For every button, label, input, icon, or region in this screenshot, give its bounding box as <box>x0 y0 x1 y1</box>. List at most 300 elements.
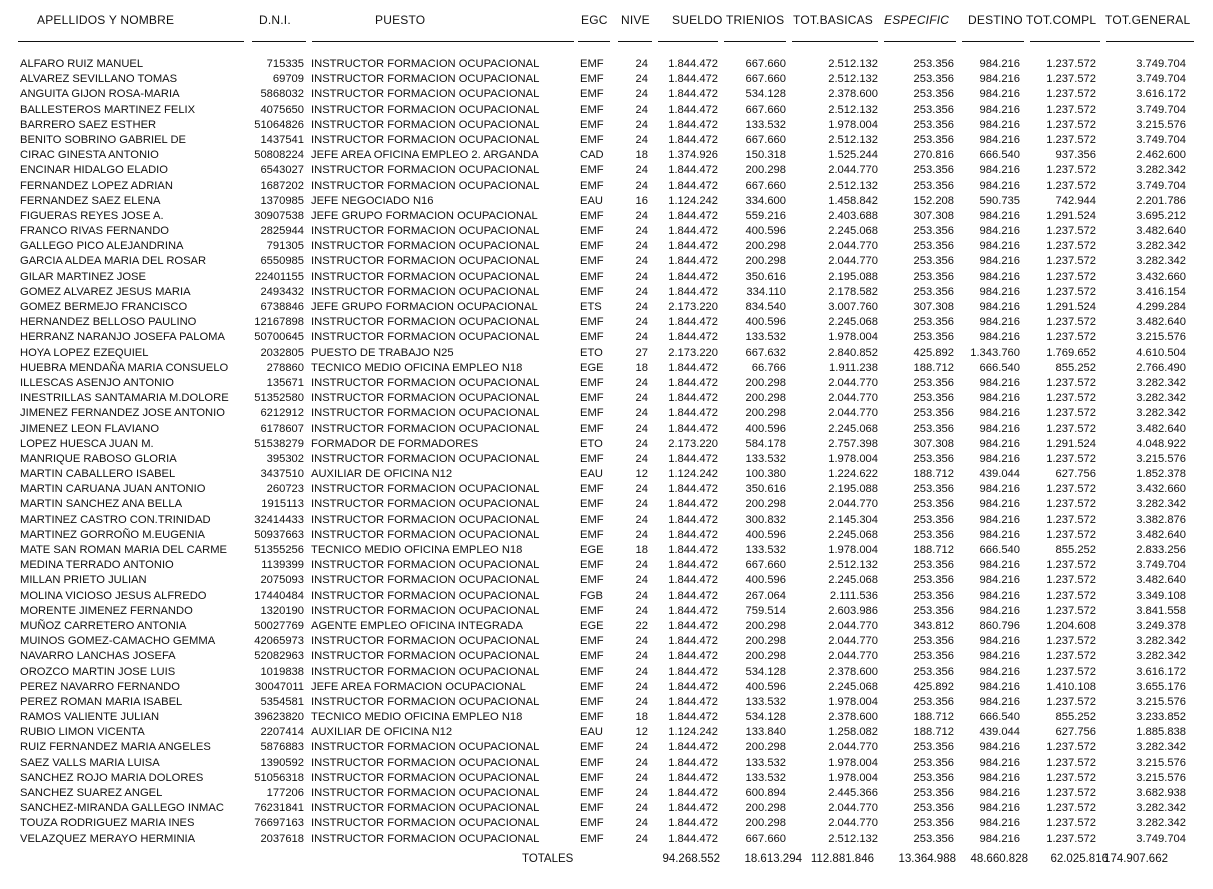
cell-tot-general: 3.282.342 <box>1136 376 1186 389</box>
cell-destino: 439.044 <box>979 468 1020 481</box>
cell-especific: 253.356 <box>913 407 954 420</box>
cell-especific: 253.356 <box>913 316 954 329</box>
cell-trienios: 200.298 <box>745 619 786 632</box>
cell-tot-general: 3.282.342 <box>1136 817 1186 830</box>
cell-puesto: INSTRUCTOR FORMACION OCUPACIONAL <box>311 589 540 602</box>
header-nivel: NIVE <box>621 13 650 27</box>
cell-destino: 984.216 <box>979 528 1020 541</box>
cell-nivel: 18 <box>635 149 648 162</box>
cell-egc: EMF <box>580 711 604 724</box>
cell-tot-general: 3.749.704 <box>1136 103 1186 116</box>
cell-tot-basicas: 2.044.770 <box>828 240 878 253</box>
cell-trienios: 834.540 <box>745 301 786 313</box>
cell-nivel: 24 <box>635 787 648 799</box>
cell-destino: 984.216 <box>979 756 1020 769</box>
cell-nivel: 24 <box>635 88 648 101</box>
cell-dni: 6212912 <box>260 407 304 420</box>
cell-tot-compl: 1.237.572 <box>1046 58 1096 70</box>
cell-tot-compl: 1.237.572 <box>1046 179 1096 192</box>
cell-especific: 253.356 <box>913 589 954 602</box>
cell-dni: 5354581 <box>260 695 304 708</box>
cell-trienios: 200.298 <box>745 498 786 511</box>
cell-tot-general: 2.462.600 <box>1136 149 1186 162</box>
table-row <box>0 118 1213 133</box>
cell-trienios: 400.596 <box>745 574 786 587</box>
cell-name: MOLINA VICIOSO JESUS ALFREDO <box>20 589 207 602</box>
cell-tot-compl: 1.237.572 <box>1046 771 1096 784</box>
cell-trienios: 133.532 <box>745 756 786 769</box>
cell-tot-general: 3.682.938 <box>1136 787 1186 799</box>
cell-puesto: INSTRUCTOR FORMACION OCUPACIONAL <box>311 665 540 678</box>
cell-sueldo: 1.844.472 <box>668 58 718 70</box>
cell-tot-general: 3.215.576 <box>1136 118 1186 131</box>
cell-trienios: 400.596 <box>745 316 786 329</box>
cell-trienios: 334.600 <box>745 194 786 207</box>
cell-name: RUIZ FERNANDEZ MARIA ANGELES <box>20 741 211 754</box>
cell-sueldo: 1.844.472 <box>668 787 718 799</box>
cell-egc: EMF <box>580 832 604 845</box>
totals-trienios: 18.613.294 <box>744 853 802 865</box>
cell-tot-basicas: 2.378.600 <box>828 711 878 724</box>
cell-name: ALVAREZ SEVILLANO TOMAS <box>20 73 178 86</box>
cell-egc: EMF <box>580 133 604 146</box>
header-rule-tot-basicas <box>792 41 878 42</box>
cell-destino: 666.540 <box>979 711 1020 724</box>
header-rule-especific <box>884 41 956 42</box>
cell-destino: 984.216 <box>979 133 1020 146</box>
cell-tot-general: 3.482.640 <box>1136 574 1186 587</box>
cell-tot-basicas: 2.757.398 <box>828 437 878 450</box>
table-row <box>0 361 1213 376</box>
cell-especific: 253.356 <box>913 802 954 815</box>
cell-tot-compl: 1.237.572 <box>1046 88 1096 101</box>
cell-sueldo: 1.844.472 <box>668 528 718 541</box>
cell-tot-compl: 1.410.108 <box>1046 680 1096 693</box>
cell-nivel: 24 <box>635 589 648 602</box>
cell-tot-general: 3.215.576 <box>1136 452 1186 465</box>
cell-nivel: 24 <box>635 240 648 253</box>
cell-tot-compl: 1.237.572 <box>1046 270 1096 283</box>
cell-especific: 152.208 <box>913 194 954 207</box>
cell-name: GOMEZ ALVAREZ JESUS MARIA <box>20 285 191 298</box>
cell-tot-basicas: 1.978.004 <box>828 331 878 344</box>
cell-egc: ETO <box>580 346 603 359</box>
cell-name: HUEBRA MENDAÑA MARIA CONSUELO <box>20 361 229 374</box>
cell-egc: EMF <box>580 88 604 101</box>
cell-nivel: 24 <box>635 392 648 405</box>
cell-tot-basicas: 2.195.088 <box>828 270 878 283</box>
cell-trienios: 133.532 <box>745 118 786 131</box>
cell-puesto: INSTRUCTOR FORMACION OCUPACIONAL <box>311 741 540 754</box>
cell-sueldo: 1.844.472 <box>668 574 718 587</box>
cell-tot-basicas: 1.458.842 <box>828 194 878 207</box>
totals-tot-general: 174.907.662 <box>1104 853 1168 865</box>
cell-especific: 253.356 <box>913 73 954 86</box>
table-row <box>0 346 1213 361</box>
cell-especific: 253.356 <box>913 559 954 572</box>
cell-tot-general: 3.416.154 <box>1136 285 1186 298</box>
cell-puesto: PUESTO DE TRABAJO N25 <box>311 346 454 359</box>
cell-sueldo: 1.844.472 <box>668 240 718 253</box>
table-row <box>0 467 1213 482</box>
cell-tot-compl: 1.237.572 <box>1046 133 1096 146</box>
cell-puesto: JEFE AREA FORMACION OCUPACIONAL <box>311 680 526 693</box>
cell-trienios: 400.596 <box>745 422 786 435</box>
cell-egc: EMF <box>580 179 604 192</box>
cell-puesto: INSTRUCTOR FORMACION OCUPACIONAL <box>311 559 540 572</box>
cell-sueldo: 1.844.472 <box>668 711 718 724</box>
table-row <box>0 771 1213 786</box>
table-row <box>0 406 1213 421</box>
header-rule-destino <box>962 41 1024 42</box>
cell-name: MEDINA TERRADO ANTONIO <box>20 559 174 572</box>
cell-sueldo: 1.844.472 <box>668 559 718 572</box>
cell-name: MUINOS GOMEZ-CAMACHO GEMMA <box>20 635 216 648</box>
cell-destino: 984.216 <box>979 802 1020 815</box>
cell-egc: EAU <box>580 726 604 739</box>
cell-trienios: 400.596 <box>745 528 786 541</box>
cell-trienios: 200.298 <box>745 392 786 405</box>
cell-nivel: 24 <box>635 832 648 845</box>
cell-puesto: INSTRUCTOR FORMACION OCUPACIONAL <box>311 635 540 648</box>
cell-name: MILLAN PRIETO JULIAN <box>20 574 147 587</box>
cell-tot-basicas: 2.111.536 <box>829 589 878 602</box>
cell-destino: 984.216 <box>979 407 1020 420</box>
cell-dni: 17440484 <box>254 589 304 602</box>
cell-name: FERNANDEZ SAEZ ELENA <box>20 194 161 207</box>
cell-destino: 984.216 <box>979 650 1020 663</box>
cell-sueldo: 1.844.472 <box>668 695 718 708</box>
cell-nivel: 24 <box>635 756 648 769</box>
cell-sueldo: 1.844.472 <box>668 88 718 101</box>
cell-sueldo: 1.844.472 <box>668 179 718 192</box>
cell-destino: 984.216 <box>979 635 1020 648</box>
cell-tot-basicas: 2.044.770 <box>828 376 878 389</box>
cell-tot-general: 3.616.172 <box>1136 88 1186 101</box>
cell-name: RAMOS VALIENTE JULIAN <box>20 711 160 724</box>
cell-dni: 39623820 <box>254 711 304 724</box>
cell-tot-general: 3.841.558 <box>1136 604 1186 617</box>
cell-nivel: 24 <box>635 650 648 663</box>
cell-name: BARRERO SAEZ ESTHER <box>20 118 157 131</box>
cell-egc: EMF <box>580 73 604 86</box>
cell-puesto: INSTRUCTOR FORMACION OCUPACIONAL <box>311 331 540 344</box>
cell-especific: 253.356 <box>913 164 954 177</box>
header-especific: ESPECIFIC <box>884 13 950 27</box>
cell-sueldo: 1.844.472 <box>668 361 718 374</box>
cell-egc: EMF <box>580 680 604 693</box>
cell-tot-general: 3.749.704 <box>1136 179 1186 192</box>
table-row <box>0 422 1213 437</box>
header-rule-name <box>18 41 244 42</box>
cell-nivel: 24 <box>635 209 648 222</box>
cell-tot-compl: 1.237.572 <box>1046 574 1096 587</box>
table-row <box>0 57 1213 72</box>
table-row <box>0 482 1213 497</box>
cell-tot-compl: 1.237.572 <box>1046 331 1096 344</box>
cell-tot-general: 3.282.342 <box>1136 802 1186 815</box>
cell-trienios: 584.178 <box>745 437 786 450</box>
cell-destino: 984.216 <box>979 118 1020 131</box>
cell-puesto: INSTRUCTOR FORMACION OCUPACIONAL <box>311 483 540 496</box>
cell-dni: 6738846 <box>260 301 304 313</box>
cell-destino: 984.216 <box>979 103 1020 116</box>
cell-especific: 343.812 <box>913 619 954 632</box>
cell-puesto: INSTRUCTOR FORMACION OCUPACIONAL <box>311 604 540 617</box>
cell-name: GILAR MARTINEZ JOSE <box>20 270 146 283</box>
cell-dni: 135671 <box>266 376 304 389</box>
cell-tot-compl: 1.237.572 <box>1046 665 1096 678</box>
cell-dni: 2075093 <box>260 574 304 587</box>
cell-destino: 984.216 <box>979 771 1020 784</box>
cell-tot-basicas: 2.195.088 <box>828 483 878 496</box>
cell-name: MUÑOZ CARRETERO ANTONIA <box>20 619 187 632</box>
cell-puesto: INSTRUCTOR FORMACION OCUPACIONAL <box>311 452 540 465</box>
cell-puesto: TECNICO MEDIO OFICINA EMPLEO N18 <box>311 361 523 374</box>
cell-tot-basicas: 2.512.132 <box>828 179 878 192</box>
cell-tot-compl: 1.237.572 <box>1046 528 1096 541</box>
cell-tot-general: 1.852.378 <box>1136 468 1186 481</box>
cell-tot-basicas: 2.044.770 <box>828 650 878 663</box>
cell-name: HERNANDEZ BELLOSO PAULINO <box>20 316 197 329</box>
cell-destino: 984.216 <box>979 437 1020 450</box>
cell-tot-compl: 1.237.572 <box>1046 392 1096 405</box>
cell-sueldo: 1.844.472 <box>668 513 718 526</box>
cell-tot-general: 3.282.342 <box>1136 255 1186 268</box>
cell-destino: 1.343.760 <box>970 346 1020 359</box>
cell-tot-basicas: 2.512.132 <box>828 58 878 70</box>
cell-dni: 51538279 <box>254 437 304 450</box>
cell-puesto: JEFE AREA OFICINA EMPLEO 2. ARGANDA <box>311 149 539 162</box>
cell-dni: 1915113 <box>261 498 304 511</box>
cell-especific: 253.356 <box>913 498 954 511</box>
cell-tot-basicas: 2.044.770 <box>828 498 878 511</box>
cell-tot-compl: 1.237.572 <box>1046 741 1096 754</box>
cell-name: MARTIN CABALLERO ISABEL <box>20 468 176 481</box>
cell-sueldo: 1.374.926 <box>668 149 718 162</box>
cell-sueldo: 1.844.472 <box>668 255 718 268</box>
cell-tot-compl: 627.756 <box>1055 726 1096 739</box>
cell-dni: 2493432 <box>260 285 304 298</box>
cell-name: CIRAC GINESTA ANTONIO <box>20 149 159 162</box>
cell-sueldo: 1.844.472 <box>668 285 718 298</box>
cell-dni: 278860 <box>266 361 304 374</box>
cell-especific: 253.356 <box>913 392 954 405</box>
cell-tot-compl: 1.237.572 <box>1046 559 1096 572</box>
totals-tot-basicas: 112.881.846 <box>810 853 874 865</box>
cell-tot-compl: 855.252 <box>1055 544 1096 556</box>
cell-tot-basicas: 2.245.068 <box>828 528 878 541</box>
cell-sueldo: 1.124.242 <box>668 726 718 739</box>
cell-tot-compl: 1.237.572 <box>1046 604 1096 617</box>
cell-trienios: 667.660 <box>745 103 786 116</box>
cell-puesto: INSTRUCTOR FORMACION OCUPACIONAL <box>311 316 540 329</box>
cell-tot-basicas: 2.044.770 <box>828 741 878 754</box>
table-row <box>0 209 1213 224</box>
cell-trienios: 200.298 <box>745 240 786 253</box>
cell-sueldo: 1.124.242 <box>668 468 718 481</box>
cell-destino: 984.216 <box>979 376 1020 389</box>
cell-nivel: 24 <box>635 635 648 648</box>
cell-nivel: 24 <box>635 513 648 526</box>
cell-especific: 188.712 <box>913 361 954 374</box>
cell-especific: 253.356 <box>913 179 954 192</box>
cell-tot-general: 3.282.342 <box>1136 240 1186 253</box>
cell-dni: 2207414 <box>260 726 304 739</box>
cell-dni: 50027769 <box>254 619 304 632</box>
cell-dni: 5868032 <box>260 88 304 101</box>
cell-trienios: 133.532 <box>745 452 786 465</box>
cell-egc: EMF <box>580 452 604 465</box>
cell-dni: 51352580 <box>254 392 304 405</box>
table-row <box>0 285 1213 300</box>
header-rule-egc <box>578 41 610 42</box>
cell-egc: EMF <box>580 635 604 648</box>
cell-dni: 177206 <box>266 787 304 799</box>
cell-puesto: INSTRUCTOR FORMACION OCUPACIONAL <box>311 118 540 131</box>
cell-sueldo: 1.844.472 <box>668 422 718 435</box>
cell-name: PEREZ NAVARRO FERNANDO <box>20 680 180 693</box>
cell-destino: 984.216 <box>979 604 1020 617</box>
cell-destino: 984.216 <box>979 179 1020 192</box>
cell-tot-compl: 1.237.572 <box>1046 695 1096 708</box>
cell-egc: EMF <box>580 756 604 769</box>
cell-nivel: 24 <box>635 498 648 511</box>
cell-nivel: 24 <box>635 376 648 389</box>
cell-nivel: 18 <box>635 711 648 724</box>
cell-nivel: 24 <box>635 771 648 784</box>
cell-dni: 2032805 <box>260 346 304 359</box>
table-row <box>0 72 1213 87</box>
cell-name: RUBIO LIMON VICENTA <box>20 726 145 739</box>
table-row <box>0 756 1213 771</box>
cell-trienios: 267.064 <box>745 589 786 602</box>
table-row <box>0 163 1213 178</box>
header-rule-puesto <box>312 41 574 42</box>
cell-especific: 253.356 <box>913 255 954 268</box>
table-row <box>0 254 1213 269</box>
cell-egc: EMF <box>580 802 604 815</box>
cell-dni: 715335 <box>266 58 304 70</box>
cell-sueldo: 1.844.472 <box>668 817 718 830</box>
cell-especific: 253.356 <box>913 513 954 526</box>
table-row <box>0 239 1213 254</box>
table-row <box>0 376 1213 391</box>
cell-destino: 984.216 <box>979 559 1020 572</box>
cell-tot-basicas: 2.403.688 <box>828 209 878 222</box>
cell-tot-basicas: 1.978.004 <box>828 118 878 131</box>
table-row <box>0 87 1213 102</box>
table-row <box>0 589 1213 604</box>
cell-egc: EMF <box>580 285 604 298</box>
cell-name: ALFARO RUIZ MANUEL <box>20 58 144 70</box>
cell-name: OROZCO MARTIN JOSE LUIS <box>20 665 176 678</box>
cell-egc: EMF <box>580 787 604 799</box>
cell-tot-general: 3.695.212 <box>1136 209 1186 222</box>
cell-nivel: 27 <box>635 346 648 359</box>
cell-sueldo: 1.844.472 <box>668 392 718 405</box>
cell-puesto: JEFE GRUPO FORMACION OCUPACIONAL <box>311 301 538 313</box>
cell-trienios: 300.832 <box>745 513 786 526</box>
cell-sueldo: 1.844.472 <box>668 483 718 496</box>
cell-name: JIMENEZ FERNANDEZ JOSE ANTONIO <box>20 407 225 420</box>
cell-especific: 253.356 <box>913 695 954 708</box>
cell-dni: 2037618 <box>260 832 304 845</box>
cell-tot-basicas: 2.044.770 <box>828 619 878 632</box>
cell-destino: 666.540 <box>979 361 1020 374</box>
cell-egc: EMF <box>580 498 604 511</box>
cell-especific: 188.712 <box>913 544 954 556</box>
cell-trienios: 667.660 <box>745 559 786 572</box>
cell-trienios: 200.298 <box>745 817 786 830</box>
cell-destino: 984.216 <box>979 483 1020 496</box>
cell-tot-compl: 1.237.572 <box>1046 407 1096 420</box>
header-trienios: TRIENIOS <box>726 13 785 27</box>
cell-puesto: AUXILIAR DE OFICINA N12 <box>311 726 453 739</box>
employee-table-body <box>0 57 1213 847</box>
cell-dni: 5876883 <box>260 741 304 754</box>
table-row <box>0 573 1213 588</box>
cell-especific: 253.356 <box>913 331 954 344</box>
cell-tot-general: 3.749.704 <box>1136 832 1186 845</box>
cell-trienios: 400.596 <box>745 225 786 238</box>
cell-trienios: 133.532 <box>745 544 786 556</box>
cell-tot-basicas: 2.044.770 <box>828 802 878 815</box>
cell-sueldo: 1.844.472 <box>668 407 718 420</box>
cell-name: FERNANDEZ LOPEZ ADRIAN <box>20 179 173 192</box>
cell-name: VELAZQUEZ MERAYO HERMINIA <box>20 832 196 845</box>
cell-name: BENITO SOBRINO GABRIEL DE <box>20 133 186 146</box>
cell-name: SANCHEZ ROJO MARIA DOLORES <box>20 771 204 784</box>
cell-especific: 253.356 <box>913 574 954 587</box>
cell-dni: 6550985 <box>260 255 304 268</box>
cell-egc: EMF <box>580 164 604 177</box>
cell-destino: 984.216 <box>979 240 1020 253</box>
table-row <box>0 528 1213 543</box>
cell-trienios: 133.532 <box>745 331 786 344</box>
cell-tot-basicas: 2.245.068 <box>828 316 878 329</box>
cell-especific: 425.892 <box>913 346 954 359</box>
cell-destino: 984.216 <box>979 331 1020 344</box>
cell-especific: 253.356 <box>913 225 954 238</box>
cell-puesto: INSTRUCTOR FORMACION OCUPACIONAL <box>311 832 540 845</box>
cell-dni: 51355256 <box>254 544 304 556</box>
cell-sueldo: 1.844.472 <box>668 452 718 465</box>
cell-tot-compl: 1.237.572 <box>1046 240 1096 253</box>
cell-dni: 76231841 <box>254 802 304 815</box>
cell-tot-compl: 1.237.572 <box>1046 832 1096 845</box>
cell-especific: 307.308 <box>913 301 954 313</box>
cell-dni: 6543027 <box>260 164 304 177</box>
cell-name: GARCIA ALDEA MARIA DEL ROSAR <box>20 255 207 268</box>
cell-tot-compl: 1.237.572 <box>1046 498 1096 511</box>
table-row <box>0 619 1213 634</box>
cell-tot-compl: 1.291.524 <box>1046 301 1096 313</box>
cell-sueldo: 2.173.220 <box>668 301 718 313</box>
cell-tot-compl: 1.204.608 <box>1046 619 1096 632</box>
cell-especific: 253.356 <box>913 528 954 541</box>
cell-dni: 30047011 <box>255 680 304 693</box>
cell-puesto: INSTRUCTOR FORMACION OCUPACIONAL <box>311 88 540 101</box>
cell-egc: EMF <box>580 58 604 70</box>
cell-dni: 2825944 <box>260 225 304 238</box>
cell-puesto: INSTRUCTOR FORMACION OCUPACIONAL <box>311 73 540 86</box>
cell-destino: 984.216 <box>979 316 1020 329</box>
cell-trienios: 200.298 <box>745 376 786 389</box>
cell-destino: 984.216 <box>979 513 1020 526</box>
cell-name: HERRANZ NARANJO JOSEFA PALOMA <box>20 331 225 344</box>
cell-tot-basicas: 2.378.600 <box>828 88 878 101</box>
